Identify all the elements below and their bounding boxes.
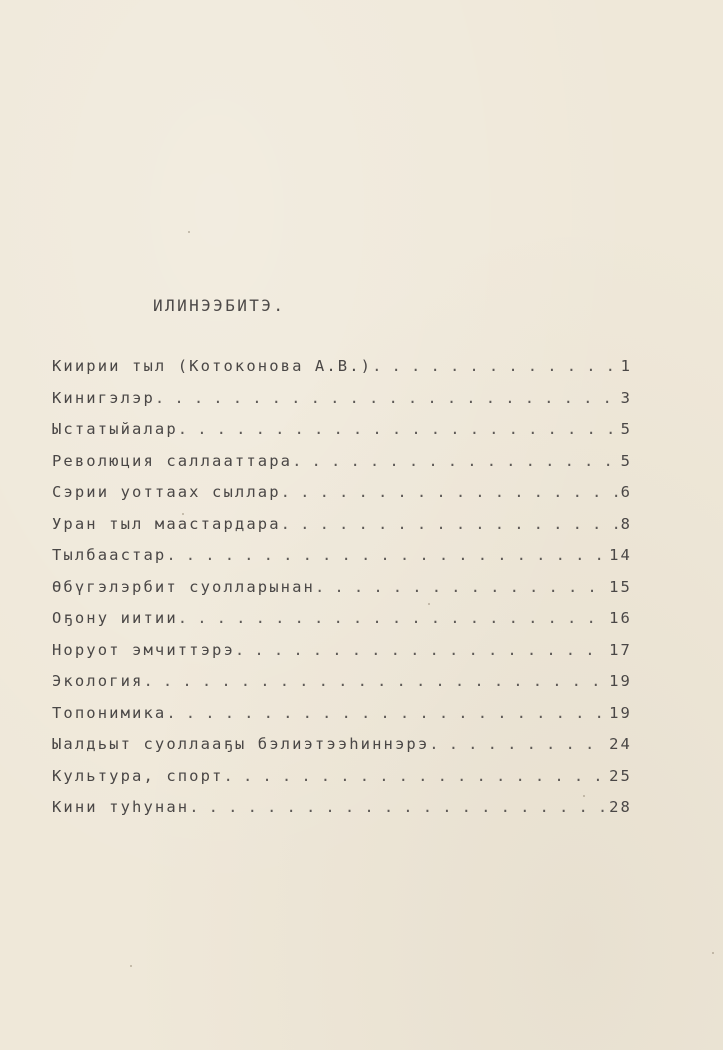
toc-entry (52, 767, 632, 799)
dot-leader (292, 452, 618, 470)
toc-entry-page-number: 17 (609, 640, 632, 659)
toc-entry-page-number: 6 (620, 483, 632, 501)
toc-entry-title: Экология (52, 672, 144, 690)
toc-entry-page-number: 14 (609, 546, 632, 564)
dot-leader (281, 483, 619, 501)
toc-entry-title: Киирии тыл (Котоконова А.В.) (52, 357, 373, 375)
paper-speck (188, 231, 190, 233)
paper-speck (712, 952, 714, 954)
toc-entry (52, 704, 632, 736)
toc-entry-page-number: 5 (620, 420, 632, 438)
dot-leader (166, 546, 607, 564)
toc-entry-page-number: 19 (609, 703, 632, 722)
toc-entry-title: Революция саллааттара (52, 451, 293, 470)
toc-entry (52, 641, 632, 673)
toc-entry (52, 357, 632, 389)
toc-entry-page-number: 16 (609, 609, 632, 627)
toc-entry-page-number: 15 (609, 577, 632, 596)
toc-entry (52, 609, 632, 641)
toc-entry-page-number: 25 (609, 766, 632, 785)
toc-entry-title: Тылбаастар (52, 546, 167, 564)
dot-leader (178, 609, 607, 627)
toc-entry (52, 483, 632, 515)
toc-entry-title: Кини туһунан (52, 798, 190, 816)
dot-leader (178, 420, 619, 438)
toc-entry-title: Уран тыл маастардара (52, 514, 281, 533)
toc-entry-page-number: 5 (620, 451, 632, 470)
toc-entry (52, 578, 632, 610)
dot-leader (223, 767, 607, 785)
toc-entry (52, 735, 632, 767)
toc-entry (52, 546, 632, 578)
dot-leader (155, 389, 619, 407)
toc-entry (52, 672, 632, 704)
toc-entry-page-number: 3 (620, 388, 632, 407)
toc-entry-page-number: 28 (609, 798, 632, 816)
toc-entry-page-number: 1 (620, 357, 632, 375)
toc-entry-page-number: 19 (609, 672, 632, 690)
toc-entry-page-number: 24 (609, 735, 632, 753)
toc-entry-title: Оҕону иитии (52, 609, 178, 627)
toc-entry-title: Ыстатыйалар (52, 420, 178, 438)
dot-leader (166, 704, 607, 722)
dot-leader (281, 515, 619, 533)
dot-leader (372, 357, 618, 375)
dot-leader (189, 798, 607, 816)
table-of-contents (52, 357, 632, 830)
dot-leader (143, 672, 607, 690)
toc-entry (52, 452, 632, 484)
page-title: ИЛИНЭЭБИТЭ. (153, 296, 286, 315)
toc-entry (52, 515, 632, 547)
dot-leader (235, 641, 607, 659)
toc-entry-title: Ыалдьыт суоллааҕы бэлиэтээһиннэрэ (52, 735, 430, 753)
toc-entry-title: Топонимика (52, 703, 167, 722)
toc-entry-title: Сэрии уоттаах сыллар (52, 483, 281, 501)
dot-leader (429, 735, 607, 753)
toc-entry-page-number: 8 (620, 514, 632, 533)
toc-entry (52, 798, 632, 830)
dot-leader (315, 578, 607, 596)
paper-speck (130, 965, 132, 967)
toc-entry (52, 420, 632, 452)
toc-entry-title: Норуот эмчиттэрэ (52, 640, 235, 659)
toc-entry-title: Өбүгэлэрбит суолларынан (52, 577, 315, 596)
toc-entry-title: Культура, спорт (52, 766, 224, 785)
toc-entry-title: Кинигэлэр (52, 388, 155, 407)
toc-entry (52, 389, 632, 421)
